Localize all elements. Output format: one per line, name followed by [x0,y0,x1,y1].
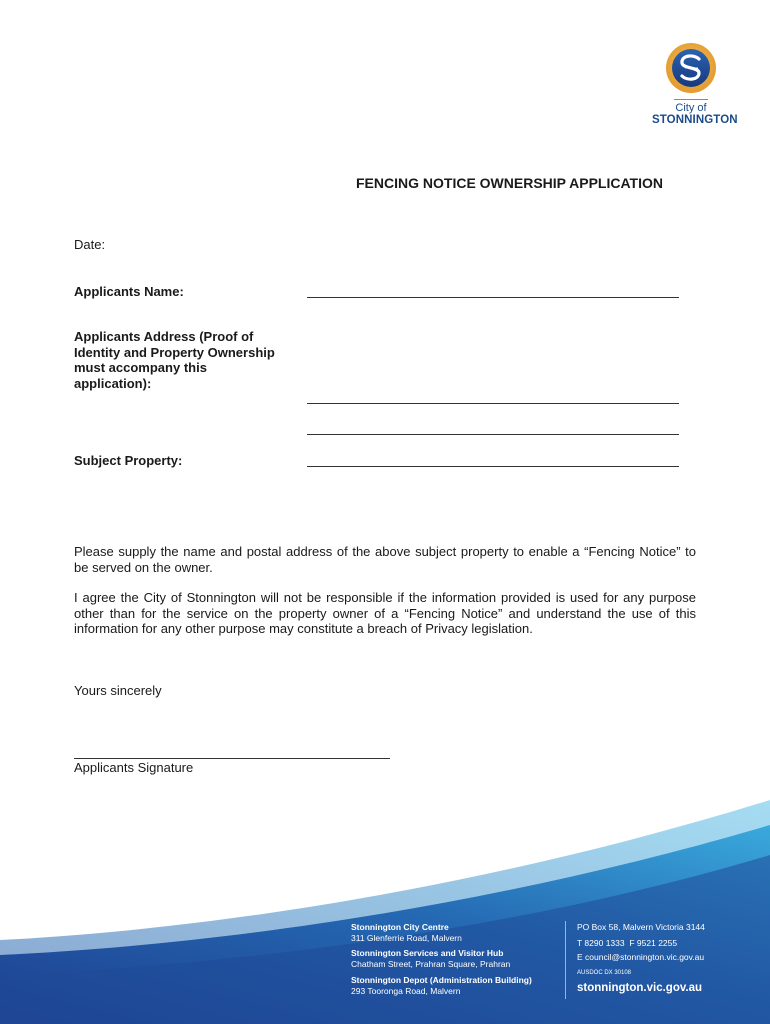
hub-address: Chatham Street, Prahran Square, Prahran [351,959,511,969]
subject-property-field[interactable] [307,466,679,467]
agreement-paragraph: I agree the City of Stonnington will not be responsible if the information provided is used for any purpose other than for the service on the property owner of a “Fencing Notice” and understand the use of this information for any other purpose may constitute a breach of Privacy legislation. [74,590,696,636]
centre-name: Stonnington City Centre [351,922,449,932]
logo-divider [674,99,708,100]
email-address[interactable]: council@stonnington.vic.gov.au [585,952,705,962]
email-prefix: E [577,952,583,962]
phone-number: 8290 1333 [584,938,625,948]
applicant-name-label: Applicants Name: [74,284,184,299]
date-label: Date: [74,237,106,252]
stonnington-logo-icon [665,42,717,94]
applicant-address-field-2[interactable] [307,434,679,435]
fax-prefix: F [629,938,635,948]
logo-name-text: STONNINGTON [652,114,738,126]
email-line [577,952,704,963]
fax-number: 9521 2255 [636,938,678,948]
applicant-name-field[interactable] [307,297,679,298]
footer-divider [565,921,566,999]
closing-text: Yours sincerely [74,683,162,698]
hub-name: Stonnington Services and Visitor Hub [351,948,504,958]
phone-prefix: T [577,938,583,948]
signature-label: Applicants Signature [74,760,194,775]
depot-name: Stonnington Depot (Administration Building) [351,975,532,985]
applicant-address-label: Applicants Address (Proof of Identity and Property Ownership must accompany this application): [74,329,275,391]
depot-address: 293 Tooronga Road, Malvern [351,986,461,996]
phone-fax-line [577,938,677,949]
supply-paragraph: Please supply the name and postal address of the above subject property to enable a “Fencing Notice” to be served on the owner. [74,544,696,575]
website-link[interactable]: stonnington.vic.gov.au [577,982,703,994]
applicant-address-field-1[interactable] [307,403,679,404]
po-box: PO Box 58, Malvern Victoria 3144 [577,922,705,932]
signature-field[interactable] [74,758,390,759]
subject-property-label: Subject Property: [74,453,183,468]
logo-city-text: City of [675,102,707,114]
ausdoc: AUSDOC DX 30108 [577,970,632,976]
centre-address: 311 Glenferrie Road, Malvern [351,933,462,943]
page-title: FENCING NOTICE OWNERSHIP APPLICATION [356,175,663,191]
